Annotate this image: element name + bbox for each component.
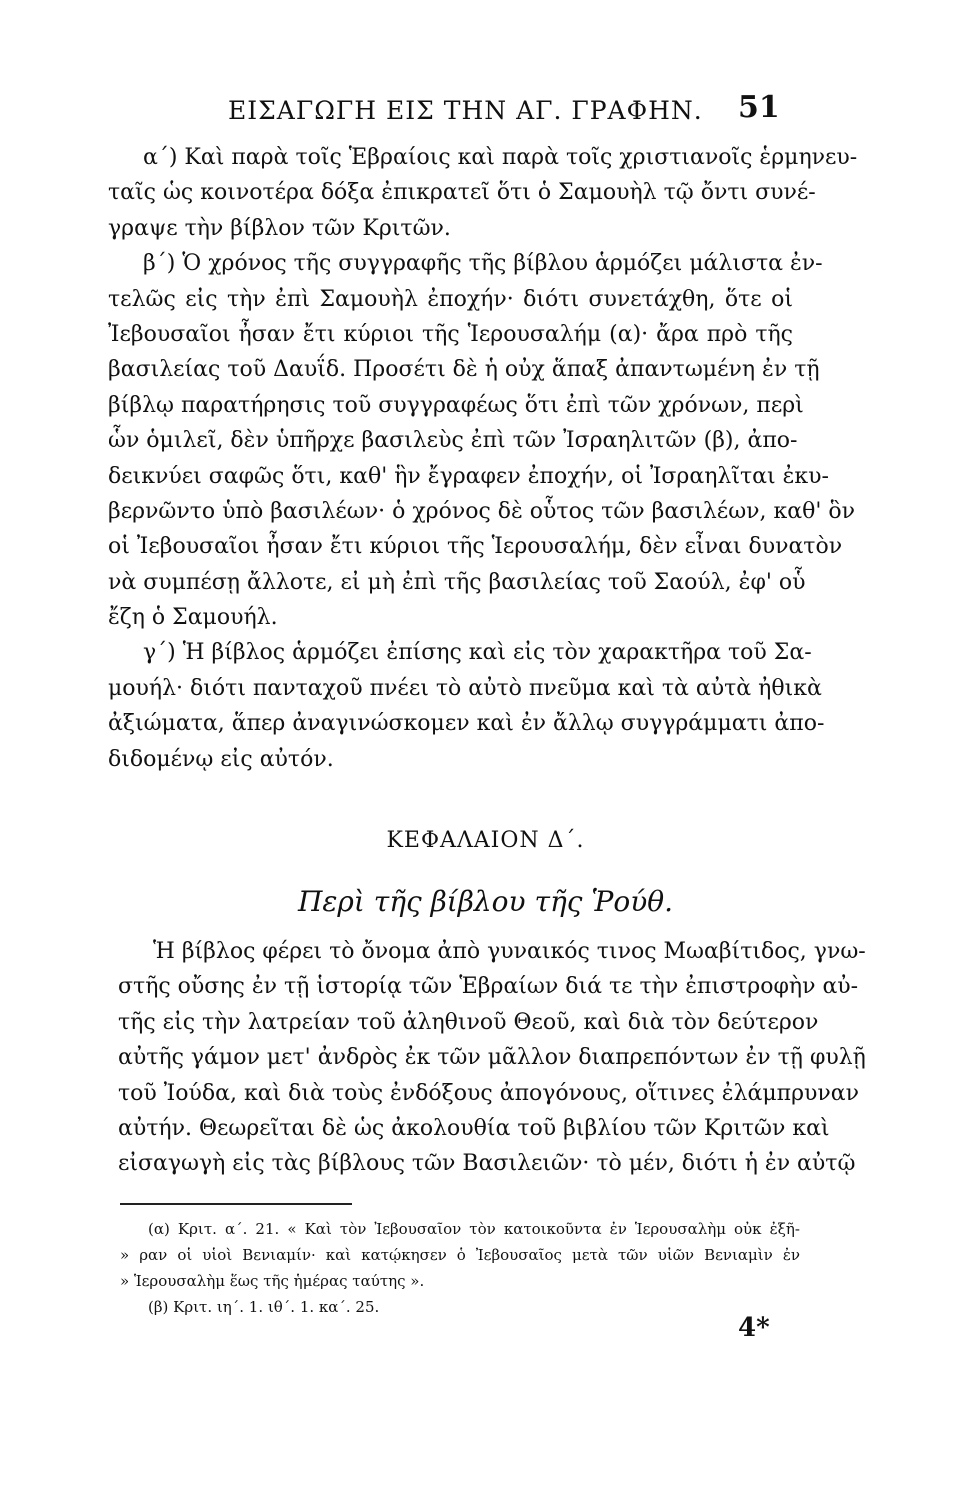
text-line: ταῖς ὡς κοινοτέρα δόξα ἐπικρατεῖ ὅτι ὁ Σαμουὴλ τῷ ὄντι συνέ- [108,180,816,206]
running-title: ΕΙΣΑΓΩΓΗ ΕΙΣ ΤΗΝ ΑΓ. ΓΡΑΦΗΝ. [228,96,703,125]
text-line: Ἡ βίβλος φέρει τὸ ὄνομα ἀπὸ γυναικός τινος Μωαβίτιδος, γνω- [153,939,866,964]
text-line: τελῶς εἰς τὴν ἐπὶ Σαμουὴλ ἐποχήν· διότι συνετάχθη, ὅτε οἱ [108,286,793,312]
body-text-upper [108,140,858,777]
signature-mark: 4* [738,1313,770,1343]
footnote-line: (β) Κριτ. ιη΄. 1. ιθ΄. 1. κα΄. 25. [148,1298,380,1316]
text-line: νὰ συμπέσῃ ἄλλοτε, εἰ μὴ ἐπὶ τῆς βασιλείας τοῦ Σαούλ, ἐφ' οὗ [108,569,806,595]
footnote-line: » Ἱερουσαλὴμ ἕως τῆς ἡμέρας ταύτης ». [120,1272,425,1290]
text-line: α΄) Καὶ παρὰ τοῖς Ἑβραίοις καὶ παρὰ τοῖς χριστιανοῖς ἑρμηνευ- [143,145,858,170]
footnote-line: (α) Κριτ. α΄. 21. « Καὶ τὸν Ἰεβουσαῖον τὸν κατοικοῦντα ἐν Ἱερουσαλὴμ οὐκ ἐξῆ- [148,1220,800,1238]
text-line: τῆς εἰς τὴν λατρείαν τοῦ ἀληθινοῦ Θεοῦ, καὶ διὰ τὸν δεύτερον [118,1009,819,1035]
footnotes [120,1216,800,1320]
text-line: ὧν ὁμιλεῖ, δὲν ὑπῆρχε βασιλεὺς ἐπὶ τῶν Ἰσραηλιτῶν (β), ἀπο- [108,428,798,454]
page-number: 51 [738,90,780,125]
text-line: ἔζη ὁ Σαμουήλ. [108,605,278,631]
text-line: αὐτήν. Θεωρεῖται δὲ ὡς ἀκολουθία τοῦ βιβλίου τῶν Κριτῶν καὶ [118,1115,830,1141]
text-line: γ΄) Ἡ βίβλος ἁρμόζει ἐπίσης καὶ εἰς τὸν χαρακτῆρα τοῦ Σα- [143,640,812,666]
text-line: στῆς οὔσης ἐν τῇ ἱστορίᾳ τῶν Ἑβραίων διά τε τὴν ἐπιστροφὴν αὐ- [118,974,859,1000]
text-line: οἱ Ἰεβουσαῖοι ἦσαν ἔτι κύριοι τῆς Ἱερουσαλήμ, δὲν εἶναι δυνατὸν [108,534,843,560]
text-line: Ἰεβουσαῖοι ἦσαν ἔτι κύριοι τῆς Ἱερουσαλήμ (α)· ἄρα πρὸ τῆς [108,321,793,347]
text-line: δεικνύει σαφῶς ὅτι, καθ' ἣν ἔγραφεν ἐποχήν, οἱ Ἰσραηλῖται ἐκυ- [108,463,829,489]
text-line: βερνῶντο ὑπὸ βασιλέων· ὁ χρόνος δὲ οὗτος τῶν βασιλέων, καθ' ὃν [108,498,856,524]
text-line: γραψε τὴν βίβλον τῶν Κριτῶν. [108,215,451,241]
text-line: τοῦ Ἰούδα, καὶ διὰ τοὺς ἐνδόξους ἀπογόνους, οἵτινες ἐλάμπρυναν [118,1080,860,1106]
text-line: βασιλείας τοῦ Δαυΐδ. Προσέτι δὲ ἡ οὐχ ἅπαξ ἀπαντωμένη ἐν τῇ [108,357,820,383]
text-line: αὐτῆς γάμον μετ' ἀνδρὸς ἐκ τῶν μᾶλλον διαπρεπόντων ἐν τῇ φυλῇ [118,1045,866,1071]
text-line: ἀξιώματα, ἅπερ ἀναγινώσκομεν καὶ ἐν ἄλλῳ συγγράμματι ἀπο- [108,711,825,737]
chapter-paragraph [118,934,866,1182]
text-line: β΄) Ὁ χρόνος τῆς συγγραφῆς τῆς βίβλου ἁρμόζει μάλιστα ἐν- [143,251,823,277]
text-line: μουήλ· διότι πανταχοῦ πνέει τὸ αὐτὸ πνεῦμα καὶ τὰ αὐτὰ ἠθικὰ [108,675,822,701]
text-line: βίβλῳ παρατήρησις τοῦ συγγραφέως ὅτι ἐπὶ τῶν χρόνων, περὶ [108,392,804,418]
paragraph-gamma [108,635,825,777]
footnote-divider [120,1203,352,1205]
text-line: διδομένῳ εἰς αὐτόν. [108,746,334,772]
paragraph-beta [108,246,856,635]
chapter-heading: ΚΕΦΑΛΑΙΟΝ Δ΄. [386,828,585,853]
chapter-subtitle: Περὶ τῆς βίβλου τῆς Ῥούθ. [297,885,674,918]
text-line: εἰσαγωγὴ εἰς τὰς βίβλους τῶν Βασιλειῶν· τὸ μέν, διότι ἡ ἐν αὐτῷ [118,1151,856,1177]
footnote-line: » ραν οἱ υἱοὶ Βενιαμίν· καὶ κατῴκησεν ὁ Ἰεβουσαῖος μετὰ τῶν υἱῶν Βενιαμὶν ἐν [120,1246,800,1264]
paragraph-alpha [108,140,858,246]
